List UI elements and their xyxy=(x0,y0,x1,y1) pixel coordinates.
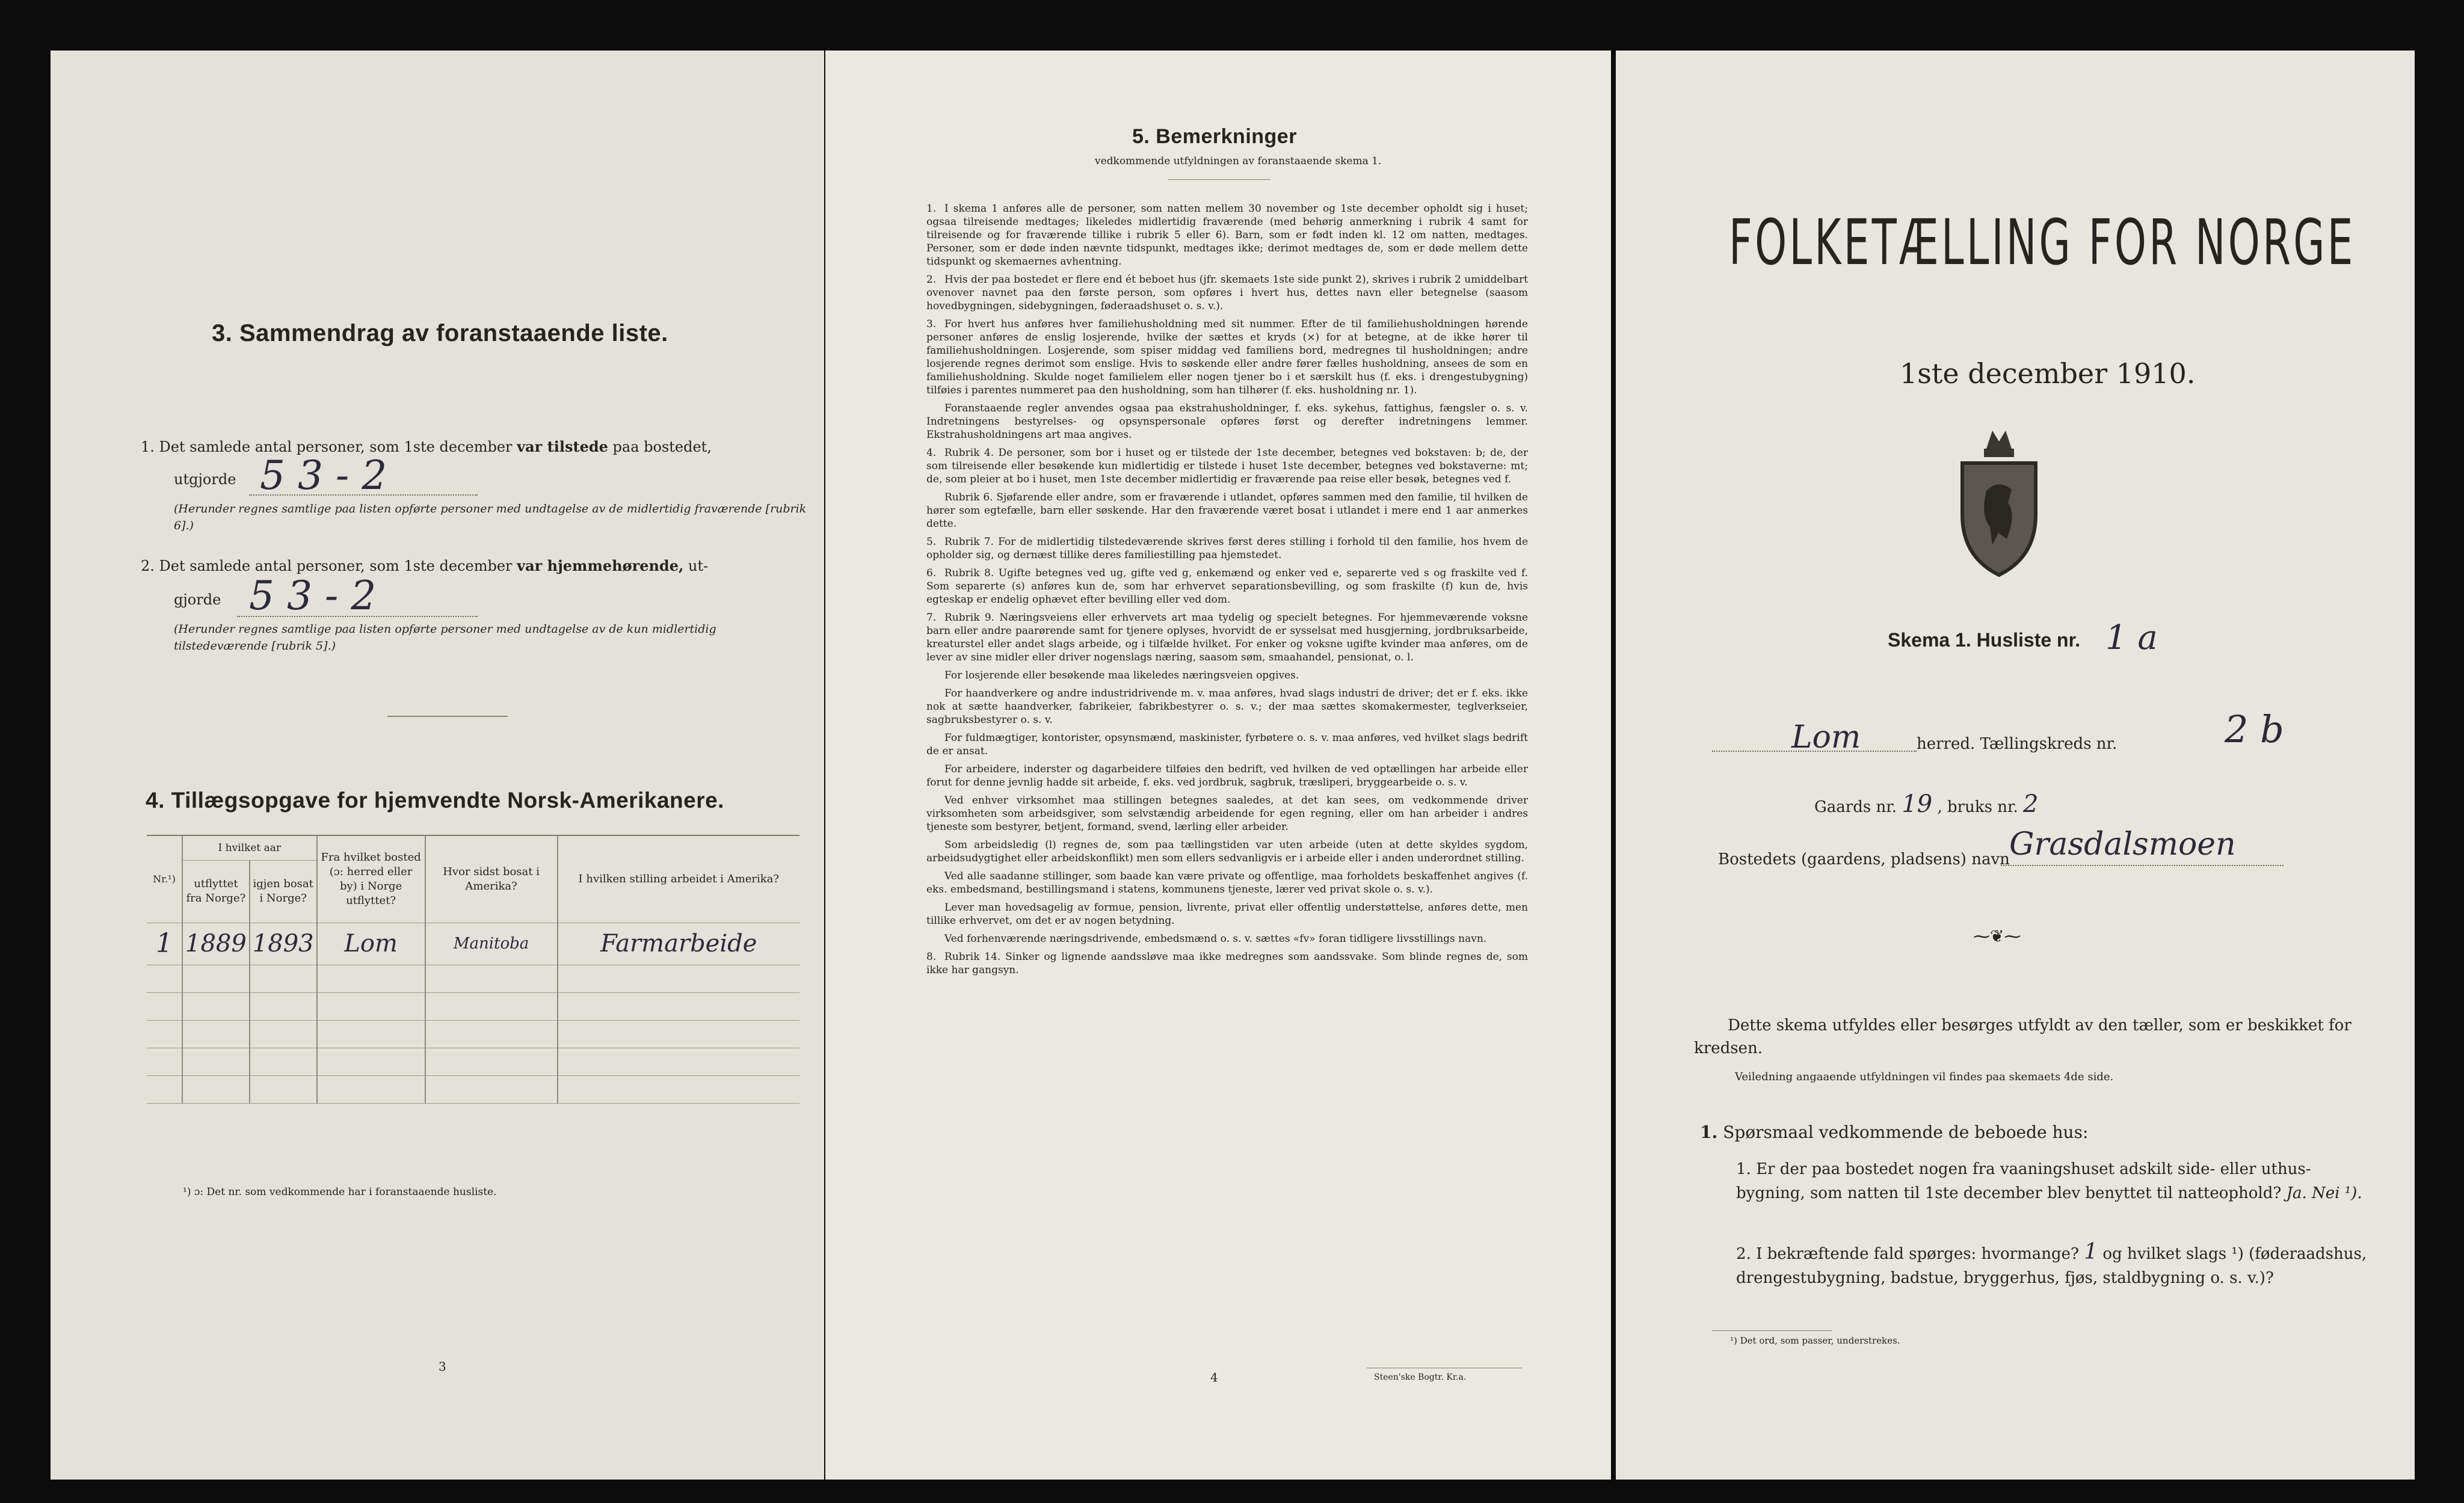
remark-text: For hvert hus anføres hver familiehusholdning med sit nummer. Efter de til familiehusholdningen hørende personer anføres de enslig losjerende, hvilke der sættes et kryds (×) for at betegne, at de ikke hører til familiehusholdningen. Losjerende, som spiser middag ved familiens bord, medregnes til husholdningen; andre losjerende regnes derimot som enslige. Hvis to søskende eller andre fører fælles husholdning, ansees de som en familiehusholdning. Skulde noget familielem eller nogen tjener bo i et særskilt hus (f. eks. i drengestubygning) tilføies i parentes nummeret paa den husholdning, som han tilhører (f. eks. husholdning nr. 1). xyxy=(926,318,1528,396)
remark-text: Rubrik 7. For de midlertidig tilstedeværende skrives først deres stilling i forhold til den familie, hos hvem de opholder sig, og dernæst tillike deres familiestilling paa hjemstedet. xyxy=(926,536,1528,561)
page-number: 3 xyxy=(439,1359,446,1374)
table-row xyxy=(147,1075,799,1103)
table-row xyxy=(147,923,799,965)
remarks-title: 5. Bemerkninger xyxy=(1132,125,1297,148)
dotted-line xyxy=(2001,865,2284,866)
remark-number: 3. xyxy=(926,318,937,330)
remark-text: Rubrik 4. De personer, som bor i huset og er tilstede der 1ste december, betegnes ved bokstaven: b; de, der som tilreisende eller besøkende kun midlertidig er tilstede i huset 1ste december, betegnes ved bokstaverne: mt; de, som pleier at bo i huset, men 1ste december midlertidig er fraværende paa reise eller besøk, betegnes ved f. xyxy=(926,447,1528,485)
ornament: ⁓❦⁓ xyxy=(1973,926,2021,946)
gaards-line xyxy=(1814,790,2039,819)
returnee-table xyxy=(147,836,799,1104)
summary-item-2: 2. Det samlede antal personer, som 1ste december var hjemmehørende, ut- xyxy=(141,557,709,574)
remark-number: 4. xyxy=(926,447,937,459)
page-1-cover xyxy=(1616,51,2415,1480)
remark-number: 6. xyxy=(926,567,937,579)
cover-footnote: ¹) Det ord, som passer, understrekes. xyxy=(1730,1335,1900,1346)
remark-paragraph xyxy=(926,950,1528,977)
header-nr: Nr.¹) xyxy=(147,836,182,923)
cell-occupation: Farmarbeide xyxy=(558,923,799,965)
question-1: 1. Er der paa bostedet nogen fra vaaningshuset adskilt side- eller uthus-bygning, som natten til 1ste december blev benyttet til natteophold? Ja. Nei ¹). xyxy=(1736,1160,2362,1202)
remark-text: Rubrik 8. Ugifte betegnes ved ug, gifte ved g, enkemænd og enker ved e, separerte ved s og fraskilte ved f. Som separerte (s) anføres kun de, som har erhvervet separationsbevilling, og som fraskilte (f) kun de, hvis egteskap er endelig ophævet efter bevilling eller ved dom. xyxy=(926,567,1528,606)
table-row xyxy=(147,1048,799,1075)
remark-paragraph xyxy=(926,794,1528,834)
cell-emigrated: 1889 xyxy=(182,923,250,965)
intro-text: Dette skema utfyldes eller besørges utfyldt av den tæller, som er beskikket for kredsen. xyxy=(1694,1016,2352,1057)
remark-text: Lever man hovedsagelig av formue, pension, livrente, privat eller offentlig understøttelse, anføres dette, men tillike erhvervet, om det er av nogen betydning. xyxy=(926,902,1528,927)
guidance-text: Veiledning angaaende utfyldningen vil findes paa skemaets 4de side. xyxy=(1735,1071,2114,1083)
section-3-title: 3. Sammendrag av foranstaaende liste. xyxy=(212,320,668,346)
remark-number: 5. xyxy=(926,536,937,548)
table-row xyxy=(147,965,799,992)
remark-text: Som arbeidsledig (l) regnes de, som paa tællingstiden var uten arbeide (uten at dette skyldes sygdom, arbeidsudygtighet eller arbeidskonflikt) men som ellers sedvanligvis er i arbeide eller i anden underordnet stilling. xyxy=(926,839,1528,864)
herred-value: Lom xyxy=(1791,719,1861,755)
remark-paragraph xyxy=(926,901,1528,927)
schema-number: 1 a xyxy=(2105,618,2158,657)
herred-label: herred. Tællingskreds nr. xyxy=(1917,735,2118,753)
dotted-line xyxy=(249,494,478,496)
cell-from: Lom xyxy=(317,923,425,965)
cell-last-place: Manitoba xyxy=(425,923,558,965)
divider xyxy=(387,716,508,717)
bosted-value: Grasdalsmoen xyxy=(2009,826,2236,862)
cell-nr: 1 xyxy=(147,923,182,965)
header-occupation: I hvilken stilling arbeidet i Amerika? xyxy=(558,836,799,923)
page-number: 4 xyxy=(1210,1370,1218,1385)
remark-paragraph xyxy=(926,687,1528,727)
divider xyxy=(1712,1330,1832,1331)
header-from-where: Fra hvilket bosted (ɔ: herred eller by) i Norge utflyttet? xyxy=(317,836,425,923)
remark-paragraph xyxy=(926,870,1528,896)
bruks-value: 2 xyxy=(2023,790,2039,818)
remark-paragraph xyxy=(926,446,1528,486)
remark-paragraph xyxy=(926,763,1528,789)
remark-number: 8. xyxy=(926,951,937,963)
remark-text: Rubrik 9. Næringsveiens eller erhvervets art maa tydelig og specielt betegnes. For hjemmeværende voksne barn eller andre paarørende samt for tjenere oplyses, hvorvidt de er sysselsat med husgjerning, jordbruksarbeide, kreaturstel eller andet slags arbeide, og i tilfælde hvilket. For enker og voksne ugifte kvinder maa anføres, om de lever av sine midler eller driver nogenslags næring, saasom søm, smaahandel, pensionat, o. l. xyxy=(926,612,1528,663)
remark-paragraph xyxy=(926,202,1528,268)
header-emigrated: utflyttet fra Norge? xyxy=(182,860,250,923)
question-1-answer: Ja. Nei ¹). xyxy=(2286,1184,2362,1202)
remark-number: 2. xyxy=(926,274,937,286)
remark-text: Ved enhver virksomhet maa stillingen betegnes saaledes, at det kan sees, om vedkommende driver virksomheten som arbeidsgiver, som selvstændig arbeidende for egen regning, eller om han arbeider i andres tjeneste som bestyrer, betjent, formand, svend, lærling eller arbeider. xyxy=(926,795,1528,833)
remark-paragraph xyxy=(926,669,1528,682)
bosted-label: Bostedets (gaardens, pladsens) navn xyxy=(1718,850,2010,868)
summary-item-2-label: gjorde xyxy=(174,591,221,608)
remark-text: For arbeidere, inderster og dagarbeidere tilføies den bedrift, ved hvilken de ved optællingen har arbeide eller forut for denne jevnlig hadde sit arbeide, f. eks. ved jordbruk, sagbruk, træsliperi, bryggearbeide o. s. v. xyxy=(926,763,1528,788)
remark-text: Ved forhenværende næringsdrivende, embedsmænd o. s. v. sættes «fv» foran tidligere livsstillings navn. xyxy=(944,933,1487,945)
remark-paragraph xyxy=(926,491,1528,530)
remark-text: For fuldmægtiger, kontorister, opsynsmænd, maskinister, fyrbøtere o. s. v. maa anføres, ved hvilket slags bedrift de er ansat. xyxy=(926,732,1528,757)
table-row xyxy=(147,1020,799,1048)
form-title: FOLKETÆLLING FOR NORGE xyxy=(1729,206,2356,279)
summary-item-1-value: 5 3 - 2 xyxy=(260,452,387,499)
header-returned: igjen bosat i Norge? xyxy=(250,860,317,923)
remark-paragraph xyxy=(926,731,1528,758)
remark-text: For losjerende eller besøkende maa likeledes næringsveien opgives. xyxy=(944,669,1299,681)
remark-paragraph xyxy=(926,567,1528,606)
remark-paragraph xyxy=(926,535,1528,562)
remark-text: For haandverkere og andre industridrivende m. v. maa anføres, hvad slags industri de driver; det er f. eks. ikke nok at sætte haandverker, fabrikeier, fabrikbestyrer o. s. v.; der maa sættes skomakermester, teglverkseier, sagbruksbestyrer o. s. v. xyxy=(926,687,1528,726)
remark-paragraph xyxy=(926,932,1528,945)
question-2: 2. I bekræftende fald spørges: hvormange? 1 og hvilket slags ¹) (føderaadshus, drengestubygning, badstue, bryggerhus, fjøs, staldbygning o. s. v.)? xyxy=(1736,1240,2367,1287)
gaards-label: Gaards nr. xyxy=(1814,798,1897,816)
coat-of-arms-icon xyxy=(1956,425,2042,580)
table-row xyxy=(147,992,799,1020)
bruks-label: , bruks nr. xyxy=(1937,798,2018,816)
remark-text: Foranstaaende regler anvendes ogsaa paa ekstrahusholdninger, f. eks. sykehus, fattighus, fængsler o. s. v. Indretningens bestyrelses- og opsynspersonale opføres først og derefter indretningens lemmer. Ekstrahusholdningens art maa angives. xyxy=(926,402,1528,441)
dotted-line xyxy=(237,616,478,617)
question-2-count: 1 xyxy=(2084,1240,2098,1264)
summary-item-1-note: (Herunder regnes samtlige paa listen opførte personer med undtagelse av de midlertidig fraværende [rubrik 6].) xyxy=(174,502,807,532)
divider xyxy=(1168,179,1270,180)
header-year-group: I hvilket aar xyxy=(182,836,317,860)
remark-text: Rubrik 14. Sinker og lignende aandssløve maa ikke medregnes som aandssvake. Som blinde regnes de, som ikke har gangsyn. xyxy=(926,951,1528,976)
remark-paragraph xyxy=(926,402,1528,441)
form-date: 1ste december 1910. xyxy=(1900,357,2196,390)
remark-text: Rubrik 6. Sjøfarende eller andre, som er fraværende i utlandet, opføres sammen med den familie, til hvilken de hører som egtefælle, barn eller søskende. Har den fraværende været bosat i utlandet i mere end 1 aar anmerkes dette. xyxy=(926,491,1528,530)
summary-item-1-label: utgjorde xyxy=(174,471,236,488)
remark-text: I skema 1 anføres alle de personer, som natten mellem 30 november og 1ste december opholdt sig i huset; ogsaa tilreisende medtages; likeledes midlertidig fraværende (med behørig anmerkning i rubrik 4 samt for tilreisende og for fraværende tillike i rubrik 5 eller 6). Barn, som er født inden kl. 12 om natten, medtages. Personer, som er døde inden nævnte tidspunkt, medtages ikke; derimot medtages de, som er døde mellem dette tidspunkt og skemaernes avhentning. xyxy=(926,203,1528,268)
page-3 xyxy=(51,51,824,1480)
questions-header: 1. Spørsmaal vedkommende de beboede hus: xyxy=(1700,1122,2089,1142)
summary-item-2-note: (Herunder regnes samtlige paa listen opførte personer med undtagelse av de kun midlertidig tilstedeværende [rubrik 5].) xyxy=(174,622,716,653)
page-4 xyxy=(825,51,1611,1480)
cell-returned: 1893 xyxy=(250,923,317,965)
remark-text: Hvis der paa bostedet er flere end ét beboet hus (jfr. skemaets 1ste side punkt 2), skrives i rubrik 2 umiddelbart ovenover navnet paa den første person, som opføres i hvert hus, dettes navn eller betegnelse (saasom hovedbygningen, sidebygningen, føderaadshuset o. s. v.). xyxy=(926,274,1528,312)
krets-value: 2 b xyxy=(2225,707,2284,751)
remarks-subtitle: vedkommende utfyldningen av foranstaaende skema 1. xyxy=(1095,155,1382,167)
summary-item-2-value: 5 3 - 2 xyxy=(249,573,377,619)
remarks-body xyxy=(926,202,1528,982)
remark-paragraph xyxy=(926,318,1528,397)
section-4-title: 4. Tillægsopgave for hjemvendte Norsk-Amerikanere. xyxy=(146,788,724,813)
remark-text: Ved alle saadanne stillinger, som baade kan være private og offentlige, maa forholdets beskaffenhet angives (f. eks. embedsmand, bestillingsmand i statens, kommunens tjeneste, lærer ved privat skole o. s. v.). xyxy=(926,870,1528,896)
summary-item-1: 1. Det samlede antal personer, som 1ste december var tilstede paa bostedet, xyxy=(141,438,712,455)
schema-label: Skema 1. Husliste nr. xyxy=(1888,629,2081,651)
remark-number: 7. xyxy=(926,612,937,624)
table-footnote: ¹) ɔ: Det nr. som vedkommende har i foranstaaende husliste. xyxy=(183,1186,497,1198)
printer-mark: Steen'ske Bogtr. Kr.a. xyxy=(1374,1372,1467,1382)
remark-paragraph xyxy=(926,611,1528,664)
remark-paragraph xyxy=(926,273,1528,313)
header-last-place: Hvor sidst bosat i Amerika? xyxy=(425,836,558,923)
remark-paragraph xyxy=(926,838,1528,865)
remark-number: 1. xyxy=(926,203,937,215)
gaards-value: 19 xyxy=(1902,790,1933,818)
